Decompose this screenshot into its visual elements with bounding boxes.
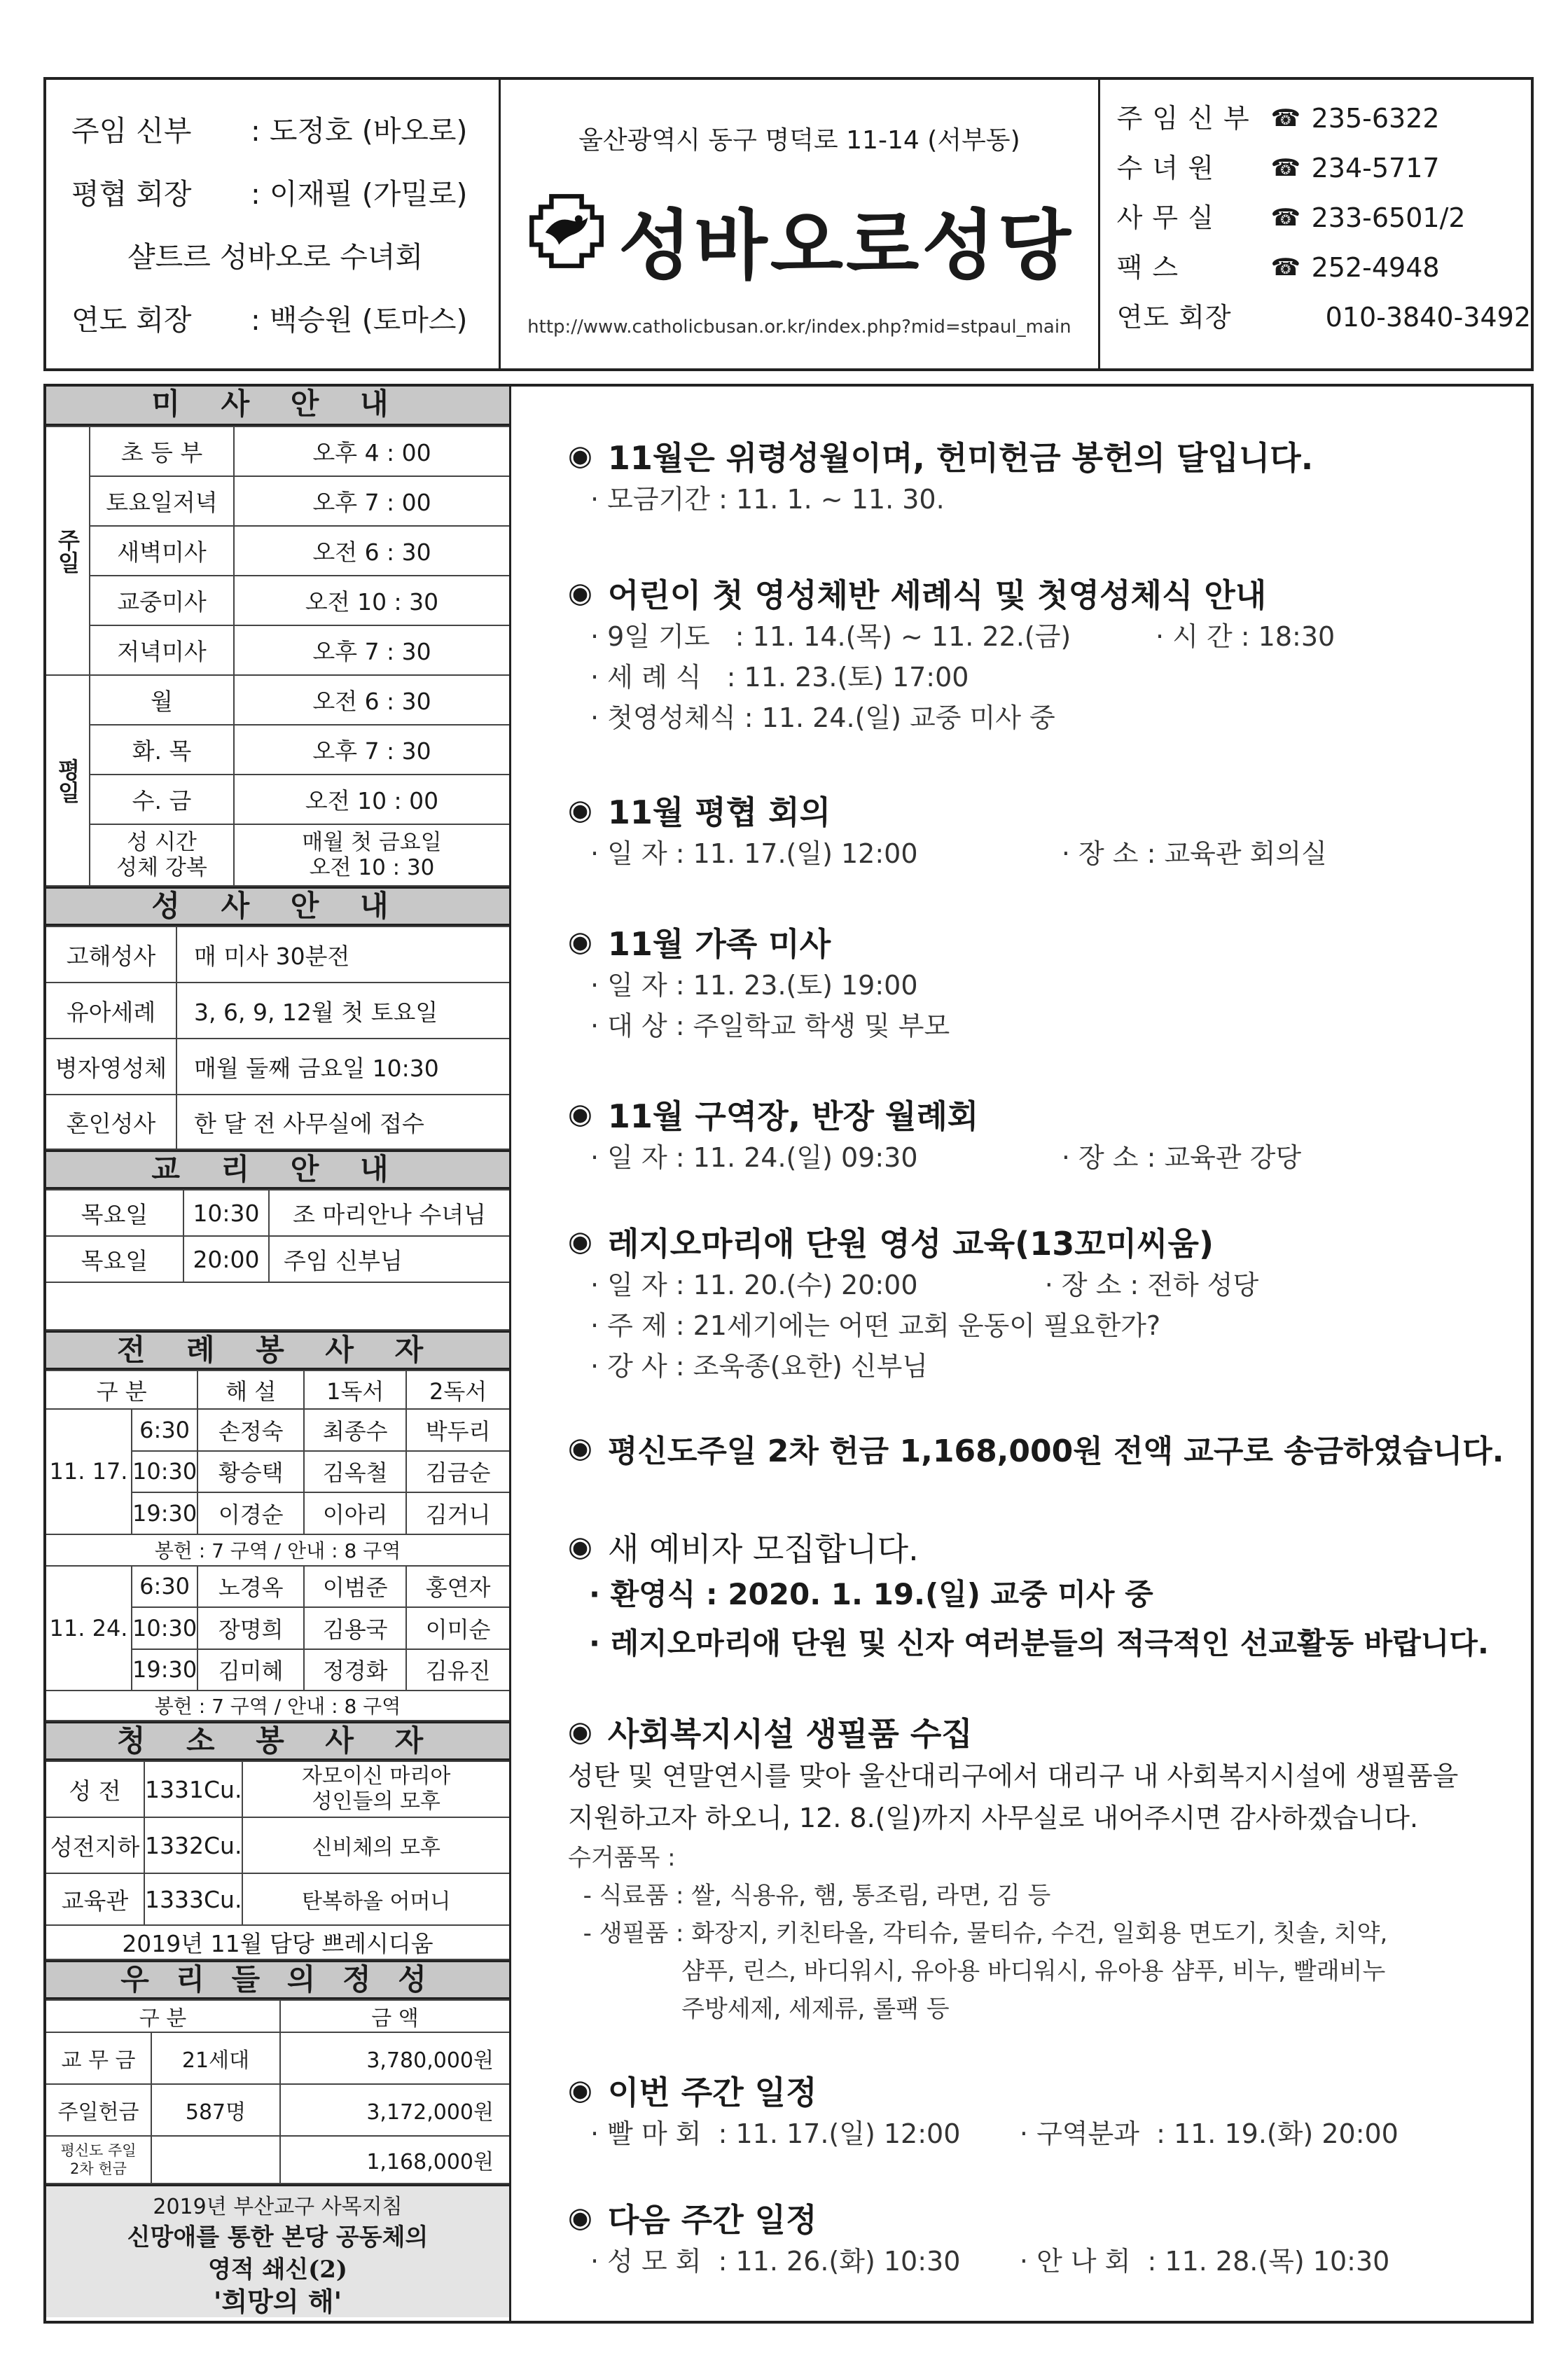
phone-icon: ☎ — [1270, 254, 1300, 282]
church-url: http://www.catholicbusan.or.kr/index.php?mid=stpaul_main — [527, 317, 1071, 338]
catechism-section-title: 교 리 안 내 — [46, 1150, 509, 1189]
notice-item: ◉ 이번 주간 일정 · 빨 마 회 : 11. 17.(일) 12:00 · 구역분과 : 11. 19.(화) 20:00 — [568, 2074, 1399, 2149]
phone-icon: ☎ — [1270, 154, 1300, 182]
bullet-circle-icon: ◉ — [568, 1226, 592, 1258]
bulletin-header — [43, 77, 1534, 371]
bullet-circle-icon: ◉ — [568, 440, 592, 472]
notice-item: ◉ 사회복지시설 생필품 수집 성탄 및 연말연시를 맞아 울산대리구에서 대리구 내 사회복지시설에 생필품을 지원하고자 하오니, 12. 8.(일)까지 사무실로 내어주시면 감사하겠습니다. 수거품목 : - 식료품 : 쌀, 식용유, 햄, 통조림, 라면, 김 등 - 생필품 : 화장지, 키친타올, 각티슈, 물티슈, 수건, 일회용 면도기, 칫솔, 치약, 샴푸, 린스, 바디워시, 유아용 바디워시, 유아용 샴푸, 비누, 빨래비누 주방세제, 세제류, 롤팩 등 — [568, 1715, 1459, 2023]
catechism-table: 목요일 10:30 조 마리안나 수녀님 목요일 20:00 주임 신부님 — [46, 1189, 509, 1331]
notice-item: ◉ 11월 평협 회의 · 일 자 : 11. 17.(일) 12:00 · 장 소 : 교육관 회의실 — [568, 793, 1327, 869]
offering-table: 구 분 금 액 교 무 금 21세대 3,780,000원 주일헌금 587명 3,172,000원 평신도 주일 2차 헌금 1,168,000원 — [46, 1999, 509, 2184]
notice-item: ◉ 평신도주일 2차 헌금 1,168,000원 전액 교구로 송금하였습니다. — [568, 1432, 1504, 1469]
liturgy-table: 구 분 해 설 1독서 2독서 11. 17. 6:30 손정숙 최종수 박두리 10:30 황승택 김옥철 김금순 19:30 이경순 이아리 김거니 봉헌 : 7 구역 / 안내 : 8 구역 11. 24. 6:30 노경옥 이범준 홍연자 10:30 장명희 김용국 이미순 19:30 김미혜 정경화 김유진 봉헌 : 7 구역 / 안내 : 8 구역 — [46, 1370, 509, 1721]
notices-column — [513, 387, 1531, 2321]
church-title-block — [501, 80, 1100, 368]
bullet-circle-icon: ◉ — [568, 577, 592, 609]
church-address: 울산광역시 동구 명덕로 11-14 (서부동) — [578, 126, 1020, 155]
staff-row: 주임 신부 : 도정호 (바오로) — [71, 114, 468, 148]
sacrament-table: 고해성사 매 미사 30분전 유아세례 3, 6, 9, 12월 첫 토요일 병자영성체 매월 둘째 금요일 10:30 혼인성사 한 달 전 사무실에 접수 — [46, 926, 509, 1150]
bullet-circle-icon: ◉ — [568, 2074, 592, 2106]
notice-item: ◉ 11월 구역장, 반장 월례회 · 일 자 : 11. 24.(일) 09:30 · 장 소 : 교육관 강당 — [568, 1097, 1302, 1173]
notice-item: ◉ 11월 가족 미사 · 일 자 : 11. 23.(토) 19:00 · 대 상 : 주일학교 학생 및 부모 — [568, 925, 950, 1041]
staff-row: 샬트르 성바오로 수녀회 — [127, 240, 424, 274]
bullet-circle-icon: ◉ — [568, 2202, 592, 2234]
notice-item: ◉ 새 예비자 모집합니다. · 환영식 : 2020. 1. 19.(일) 교중 미사 중 · 레지오마리애 단원 및 신자 여러분들의 적극적인 선교활동 바랍니다. — [568, 1530, 1489, 1660]
sunday-label: 주일 — [46, 426, 90, 675]
bullet-circle-icon: ◉ — [568, 1716, 592, 1748]
phone-icon: ☎ — [1270, 104, 1300, 132]
contact-row: 수 녀 원 ☎ 234-5717 — [1117, 144, 1531, 193]
bullet-circle-icon: ◉ — [568, 794, 592, 826]
mass-section-title: 미 사 안 내 — [46, 387, 509, 426]
bullet-circle-icon: ◉ — [568, 1531, 592, 1563]
weekday-label: 평일 — [46, 675, 90, 886]
bullet-circle-icon: ◉ — [568, 1432, 592, 1464]
phone-icon: ☎ — [1270, 204, 1300, 232]
left-info-column — [46, 387, 511, 2321]
bulletin-body — [43, 384, 1534, 2324]
sacrament-section-title: 성 사 안 내 — [46, 887, 509, 926]
cleaning-section-title: 청 소 봉 사 자 — [46, 1721, 509, 1761]
bullet-circle-icon: ◉ — [568, 926, 592, 958]
church-name: 성바오로성당 — [618, 202, 1074, 290]
staff-row: 평협 회장 : 이재필 (가밀로) — [71, 177, 468, 211]
notice-item: ◉ 레지오마리애 단원 영성 교육(13꼬미씨움) · 일 자 : 11. 20.(수) 20:00 · 장 소 : 전하 성당 · 주 제 : 21세기에는 어떤 교회 운동이 필요한가? · 강 사 : 조욱종(요한) 신부님 — [568, 1225, 1259, 1382]
cleaning-table: 성 전 1331Cu. 자모이신 마리아 성인들의 모후 성전지하 1332Cu. 신비체의 모후 교육관 1333Cu. 탄복하올 어머니 2019년 11월 담당 쁘레시디움 — [46, 1761, 509, 1960]
diocese-motto: 2019년 부산교구 사목지침 신망애를 통한 본당 공동체의 영적 쇄신(2) '희망의 해' — [46, 2184, 509, 2317]
liturgy-section-title: 전 례 봉 사 자 — [46, 1331, 509, 1370]
staff-info — [46, 80, 501, 368]
notice-item: ◉ 다음 주간 일정 · 성 모 회 : 11. 26.(화) 10:30 · 안 나 회 : 11. 28.(목) 10:30 — [568, 2201, 1390, 2277]
notice-item: ◉ 어린이 첫 영성체반 세례식 및 첫영성체식 안내 · 9일 기도 : 11. 14.(목) ~ 11. 22.(금) · 시 간 : 18:30 · 세 례 식 : 11. 23.(토) 17:00 · 첫영성체식 : 11. 24.(일) 교중 미사 중 — [568, 576, 1335, 733]
notice-item: ◉ 11월은 위령성월이며, 헌미헌금 봉헌의 달입니다. · 모금기간 : 11. 1. ~ 11. 30. — [568, 439, 1314, 515]
mass-schedule-table: 주일 초 등 부 오후 4 : 00 토요일저녁 오후 7 : 00 새벽미사 오전 6 : 30 교중미사 오전 10 : 30 저녁미사 오후 7 : 30 평일 월 오전 6 : 30 화. 목 오후 7 : 30 수. 금 오전 10 : 00 성 시간 성체 강복 매월 첫 금요일 오전 10 : 30 — [46, 426, 509, 887]
offering-section-title: 우 리 들 의 정 성 — [46, 1960, 509, 1999]
contact-info — [1100, 80, 1531, 368]
bullet-circle-icon: ◉ — [568, 1098, 592, 1130]
contact-row: 팩 스 ☎ 252-4948 — [1117, 243, 1531, 293]
staff-row: 연도 회장 : 백승원 (토마스) — [71, 303, 468, 337]
contact-row: 연도 회장 010-3840-3492 — [1116, 302, 1531, 333]
church-logo-icon — [529, 193, 604, 269]
contact-row: 주 임 신 부 ☎ 235-6322 — [1117, 94, 1531, 144]
contact-row: 사 무 실 ☎ 233-6501/2 — [1117, 193, 1531, 243]
